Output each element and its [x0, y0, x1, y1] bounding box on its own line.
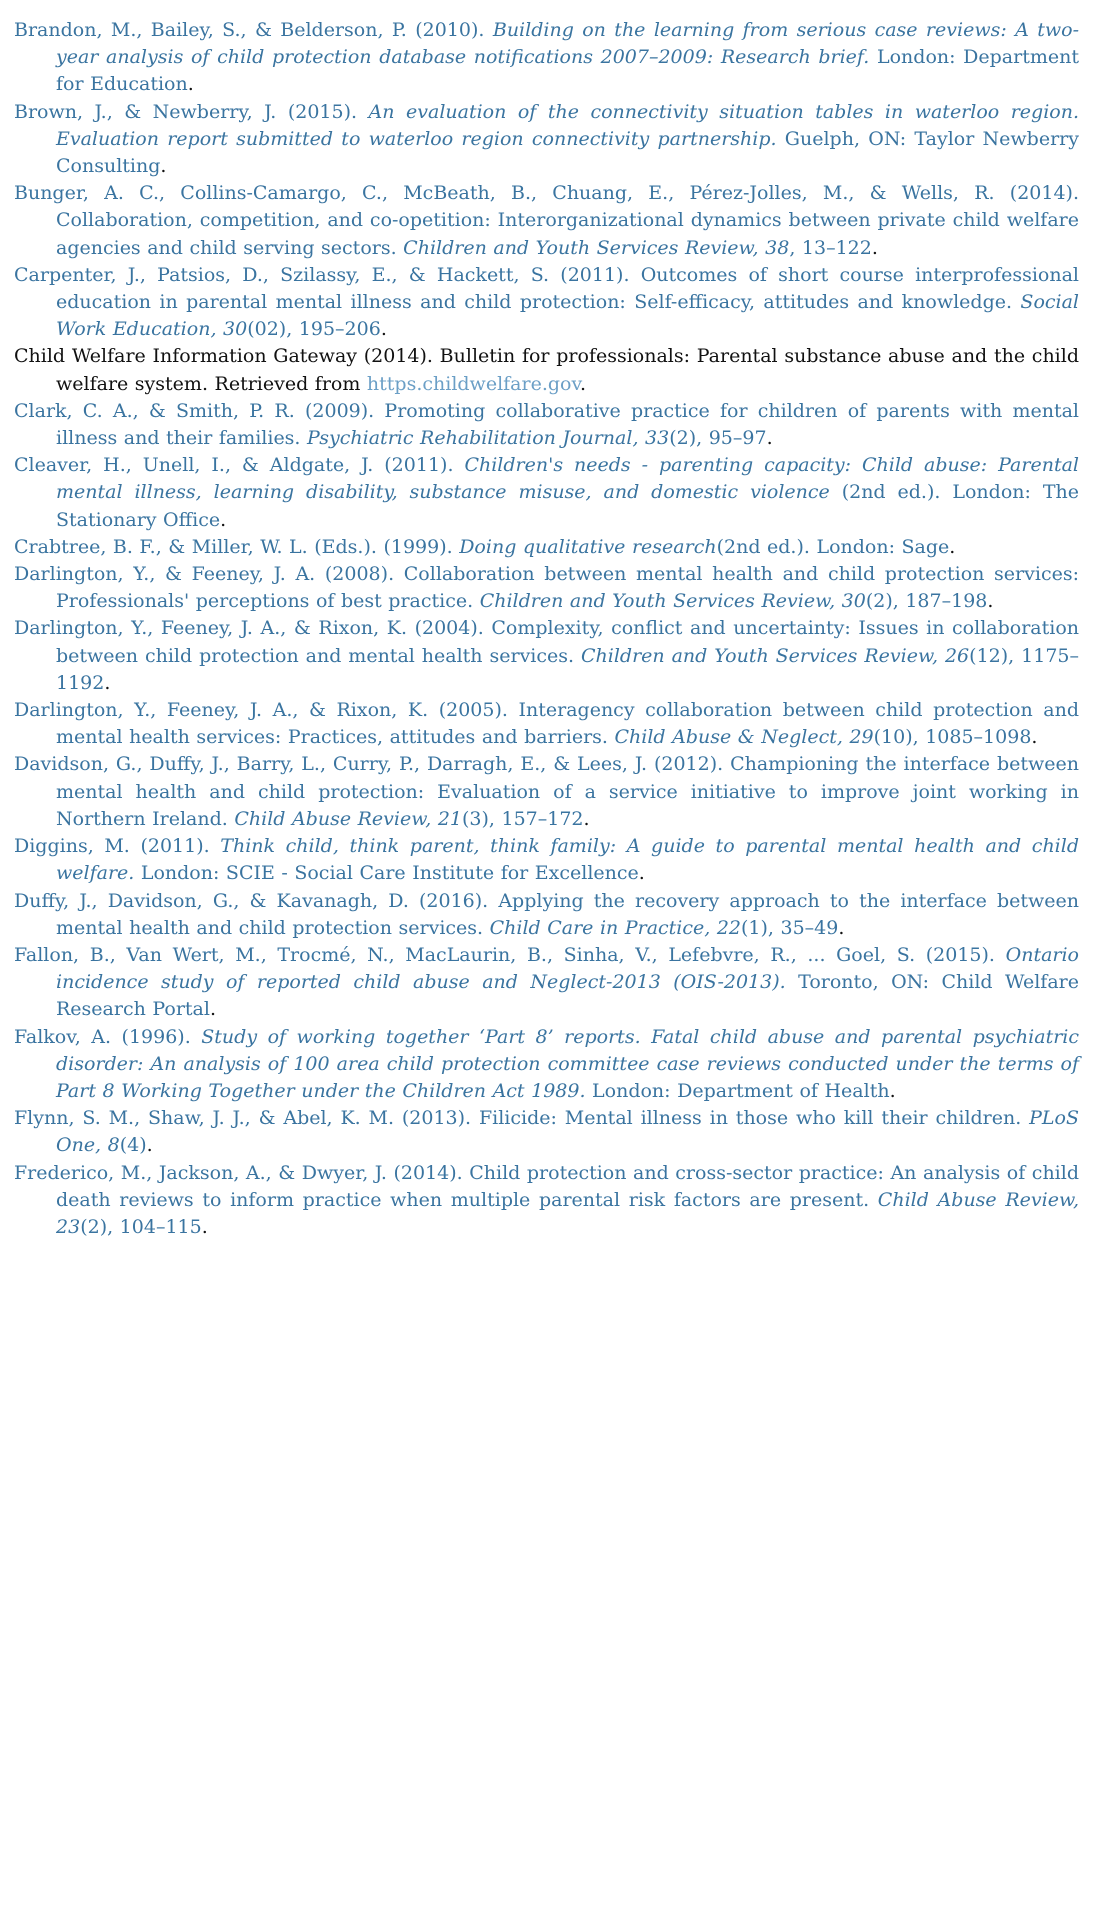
reference-text: Davidson, G., Duffy, J., Barry, L., Curry, P., Darragh, E., & Lees, J. (2012). Championing the interface between mental health and child protection: Evaluation of a service initiative to improve joint working in Northern Ireland. [14, 753, 1079, 830]
reference-text: Psychiatric Rehabilitation Journal, 33 [307, 427, 670, 450]
reference-text: Darlington, Y., Feeney, J. A., & Rixon, K. (2004). Complexity, conflict and uncertainty: Issues in collaboration between child protection and mental health services. [14, 617, 1079, 667]
reference-text: Child Welfare Information Gateway (2014). Bulletin for professionals: Parental substance abuse and the child welfare system. Retrieved from [14, 345, 1079, 395]
reference-text: Think child, think parent, think family: A guide to parental mental health and child welfare. [56, 835, 1079, 885]
reference-text: Children and Youth Services Review, 26 [581, 644, 970, 667]
reference-text: . [160, 155, 167, 178]
reference-text: Children and Youth Services Review, 30 [479, 590, 866, 613]
reference-text: Clark, C. A., & Smith, P. R. (2009). Promoting collaborative practice for children of parents with mental illness and their families. [14, 399, 1079, 450]
reference-entry [14, 17, 1079, 99]
reference-text: Duffy, J., Davidson, G., & Kavanagh, D. (2016). Applying the recovery approach to the interface between mental health and child protection services. [14, 889, 1079, 939]
reference-text: Bunger, A. C., Collins-Camargo, C., McBeath, B., Chuang, E., Pérez-Jolles, M., & Wells, R. (2014). Collaboration, competition, and co-opetition: Interorganizational dynamics between private child welfare agencies and child serving sectors. [14, 182, 1079, 259]
reference-text: Brandon, M., Bailey, S., & Belderson, P. (2010). [14, 19, 493, 41]
reference-text: . [380, 318, 387, 341]
reference-text: . [949, 535, 956, 558]
reference-text: (12), 1175–1192 [56, 644, 1079, 694]
reference-text: Brown, J., & Newberry, J. (2015). [14, 100, 369, 123]
reference-text: Cleaver, H., Unell, I., & Aldgate, J. (2011). [14, 454, 465, 477]
reference-text: (2nd ed.). London: Sage [716, 535, 950, 558]
reference-text: Building on the learning from serious case reviews: A two-year analysis of child protection database notifications 2007–2009: Research brief. [56, 19, 1079, 69]
reference-text: Ontario incidence study of reported child abuse and Neglect-2013 (OIS-2013). [56, 943, 1079, 994]
reference-text: Guelph, ON: Taylor Newberry Consulting [56, 127, 1079, 178]
reference-text: Fallon, B., Van Wert, M., Trocmé, N., MacLaurin, B., Sinha, V., Lefebvre, R., ... Goel, S. (2015). [14, 943, 1006, 966]
reference-entry [14, 1024, 1079, 1106]
reference-text: (2nd ed.). London: The Stationary Office [56, 481, 1079, 531]
reference-text: (10), 1085–1098 [873, 726, 1032, 749]
reference-text: . [1031, 726, 1038, 749]
reference-entry [14, 398, 1079, 452]
reference-text: (2), 187–198 [865, 590, 988, 613]
reference-entry [14, 262, 1079, 344]
reference-text: . [889, 1079, 896, 1102]
reference-entry [14, 615, 1079, 697]
reference-entry [14, 697, 1079, 751]
reference-text: . [209, 998, 216, 1021]
reference-entry [14, 534, 1079, 561]
reference-text: (2), 104–115 [80, 1215, 202, 1238]
reference-entry [14, 833, 1079, 887]
reference-url-link[interactable]: https.childwelfare.gov [366, 372, 580, 395]
reference-text: Toronto, ON: Child Welfare Research Portal [56, 971, 1079, 1021]
reference-text: . [766, 427, 773, 450]
reference-entry [14, 452, 1079, 534]
reference-text: . [987, 590, 994, 613]
reference-text: Social Work Education, 30 [56, 291, 1079, 341]
reference-text: . [579, 372, 586, 395]
reference-text: (2), 95–97 [669, 427, 767, 450]
reference-entry [14, 343, 1079, 397]
reference-text: Child Abuse & Neglect, 29 [614, 726, 874, 749]
reference-text: . [104, 671, 111, 694]
reference-entry [14, 180, 1079, 262]
reference-text: Crabtree, B. F., & Miller, W. L. (Eds.). (1999). [14, 535, 460, 558]
reference-text: Doing qualitative research [459, 535, 717, 558]
reference-text: (4) [119, 1134, 147, 1157]
reference-text: . [146, 1134, 153, 1157]
reference-text: Study of working together ‘Part 8’ reports. Fatal child abuse and parental psychiatric disorder: An analysis of 100 area child protection committee case reviews conducted under the terms of Part 8 Working Together under the Children Act 1989. [56, 1025, 1080, 1102]
reference-text: Darlington, Y., & Feeney, J. A. (2008). Collaboration between mental health and child protection services: Professionals' perceptions of best practice. [14, 563, 1079, 613]
reference-text: Falkov, A. (1996). [14, 1025, 202, 1048]
reference-text: , 13–122 [789, 236, 872, 259]
reference-entry [14, 942, 1079, 1024]
reference-text: (3), 157–172 [462, 807, 584, 830]
reference-text: Frederico, M., Jackson, A., & Dwyer, J. (2014). Child protection and cross-sector practice: An analysis of child death reviews to inform practice when multiple parental risk factors are present. [14, 1161, 1079, 1211]
reference-text: Carpenter, J., Patsios, D., Szilassy, E., & Hackett, S. (2011). Outcomes of short course interprofessional education in parental mental illness and child protection: Self-efficacy, attitudes and knowledge. [14, 263, 1079, 314]
reference-entry [14, 1105, 1079, 1159]
reference-text: (02), 195–206 [247, 318, 381, 341]
reference-text: Child Abuse Review, 21 [234, 807, 462, 830]
reference-text: London: Department of Health [585, 1079, 890, 1102]
reference-text: . [871, 236, 878, 259]
reference-text: Flynn, S. M., Shaw, J. J., & Abel, K. M. (2013). Filicide: Mental illness in those who kill their children. [14, 1107, 1030, 1130]
reference-entry [14, 561, 1079, 615]
references-list [14, 17, 1079, 1241]
reference-entry [14, 1160, 1079, 1242]
reference-text: . [838, 916, 845, 939]
reference-text: An evaluation of the connectivity situation tables in waterloo region. Evaluation report submitted to waterloo region connectivity partnership. [56, 100, 1080, 150]
reference-text: London: SCIE - Social Care Institute for Excellence [134, 862, 639, 885]
reference-text: . [220, 508, 227, 531]
reference-text: . [201, 1215, 208, 1238]
reference-text: London: Department for Education [56, 46, 1079, 96]
reference-text: Darlington, Y., Feeney, J. A., & Rixon, K. (2005). Interagency collaboration between child protection and mental health services: Practices, attitudes and barriers. [14, 699, 1079, 749]
reference-text: Children's needs - parenting capacity: Child abuse: Parental mental illness, learning disability, substance misuse, and domestic violence [56, 454, 1079, 504]
reference-text: . [187, 73, 194, 96]
reference-entry [14, 751, 1079, 833]
reference-entry [14, 888, 1079, 942]
reference-text: (1), 35–49 [741, 916, 839, 939]
reference-text: . [583, 807, 590, 830]
reference-text: Children and Youth Services Review, 38 [403, 236, 790, 259]
reference-text: . [638, 862, 645, 885]
reference-text: PLoS One, 8 [56, 1107, 1079, 1157]
reference-text: Diggins, M. (2011). [14, 835, 221, 858]
reference-entry [14, 99, 1079, 181]
reference-text: Child Care in Practice, 22 [489, 916, 742, 939]
reference-text: Child Abuse Review, 23 [56, 1188, 1079, 1238]
